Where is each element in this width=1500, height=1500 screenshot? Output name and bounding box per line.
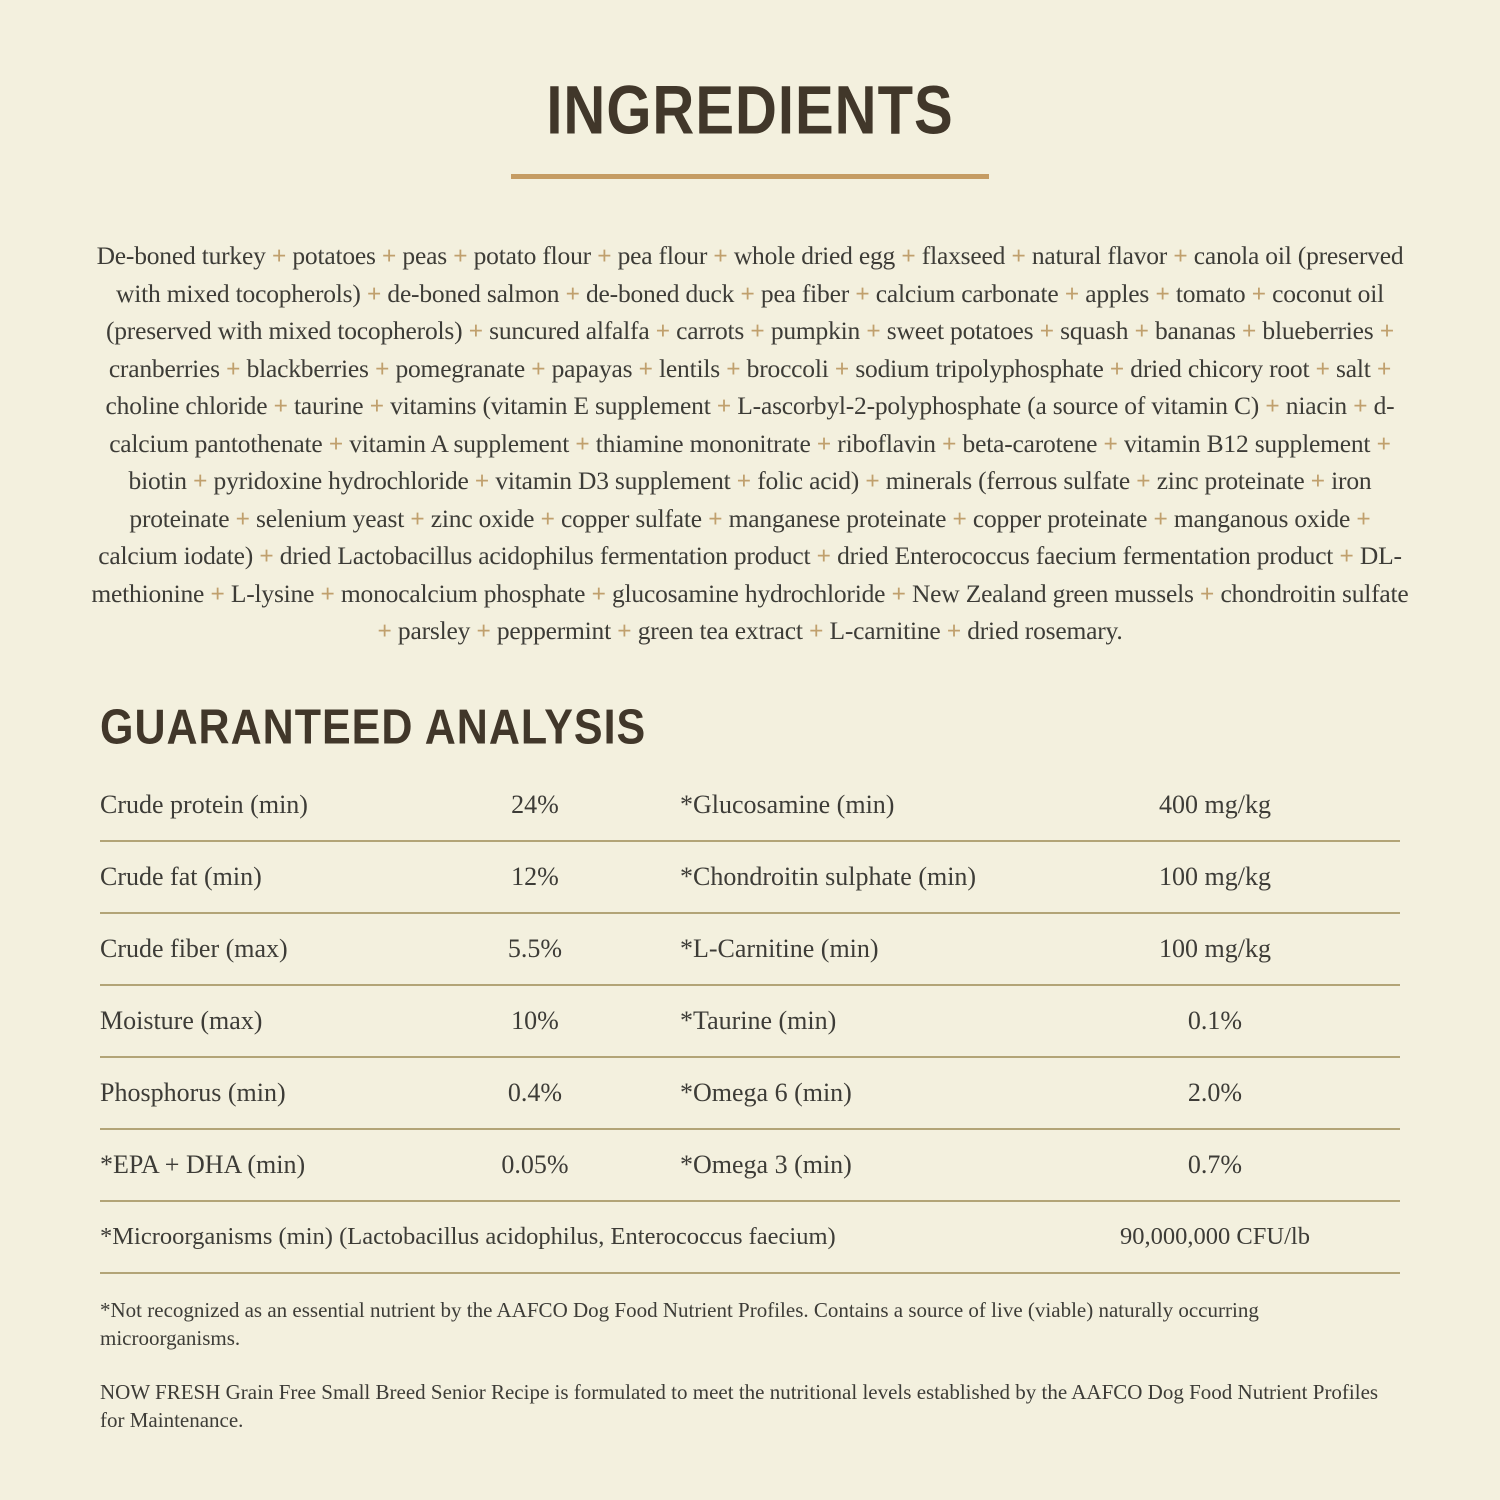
plus-separator: + [1370, 353, 1392, 383]
plus-separator: + [1005, 241, 1032, 270]
plus-separator: + [859, 466, 886, 495]
ingredient-item: carrots [676, 316, 745, 345]
ingredient-item: lentils [659, 353, 720, 383]
guaranteed-analysis-table [100, 770, 1400, 1274]
ingredient-item: iron proteinate [129, 466, 1372, 533]
ingredient-item: minerals (ferrous sulfate [885, 466, 1130, 495]
ingredient-item: canola oil (preserved with mixed tocopherols) [116, 241, 1404, 308]
ingredient-item: copper sulfate [560, 503, 702, 533]
ingredient-item: sweet potatoes [886, 316, 1034, 345]
plus-separator: + [710, 391, 738, 420]
plus-separator: + [1193, 578, 1221, 608]
ingredient-item: vitamins (vitamin E supplement [390, 391, 711, 420]
plus-separator: + [1373, 316, 1395, 345]
footnotes [100, 1296, 1400, 1434]
plus-separator: + [1128, 316, 1155, 345]
ingredient-item: dried rosemary. [967, 616, 1123, 645]
analysis-left-value: 0.05% [501, 1149, 569, 1179]
ingredient-item: zinc oxide [430, 503, 535, 533]
analysis-right-value: 0.1% [1187, 1005, 1243, 1035]
ingredient-item: peas [402, 241, 447, 270]
ingredient-item: pomegranate [395, 353, 525, 383]
plus-separator: + [1147, 503, 1174, 533]
plus-separator: + [744, 316, 771, 345]
plus-separator: + [470, 616, 497, 645]
ingredient-item: New Zealand green mussels [911, 578, 1194, 608]
plus-separator: + [885, 578, 912, 608]
plus-separator: + [1149, 278, 1176, 308]
plus-separator: + [611, 616, 638, 645]
plus-separator: + [468, 466, 496, 495]
plus-separator: + [377, 616, 398, 645]
plus-separator: + [585, 578, 612, 608]
ingredient-item: dried Enterococcus faecium fermentation product [837, 541, 1334, 570]
ingredient-item: papayas [551, 353, 633, 383]
plus-separator: + [632, 353, 660, 383]
analysis-right-label: *L-Carnitine (min) [680, 933, 879, 963]
ingredient-item: copper proteinate [972, 503, 1148, 533]
analysis-right-value: 400 mg/kg [1159, 789, 1271, 819]
title-underline [511, 174, 989, 179]
ingredient-item: dried chicory root [1130, 353, 1310, 383]
plus-separator: + [322, 428, 350, 458]
ingredient-item: glucosamine hydrochloride [611, 578, 886, 608]
plus-separator: + [569, 428, 596, 458]
analysis-left-label: *EPA + DHA (min) [100, 1149, 306, 1179]
ingredient-item: cranberries [108, 353, 220, 383]
plus-separator: + [1235, 316, 1263, 345]
ingredient-item: vitamin D3 supplement [495, 466, 731, 495]
ingredient-item: pyridoxine hydrochloride [213, 466, 469, 495]
guaranteed-analysis-title-text: GUARANTEED ANALYSIS [100, 699, 647, 755]
ingredient-item: calcium iodate) [98, 541, 254, 570]
plus-separator: + [1097, 428, 1124, 458]
plus-separator: + [265, 241, 293, 270]
ingredient-item: blueberries [1262, 316, 1374, 345]
analysis-row [100, 1130, 1400, 1202]
ingredient-item: suncured alfalfa [489, 316, 650, 345]
plus-separator: + [204, 578, 231, 608]
ingredient-item: potato flour [473, 241, 591, 270]
analysis-left-label: Crude fiber (max) [100, 933, 288, 963]
footnote-formulation-statement: NOW FRESH Grain Free Small Breed Senior Recipe is formulated to meet the nutritional levels established by the AAFCO Dog Food Nutrient Profiles for Maintenance. [100, 1379, 1379, 1432]
plus-separator: + [849, 278, 876, 308]
plus-separator: + [1259, 391, 1286, 420]
ingredients-title-text: INGREDIENTS [546, 72, 954, 149]
ingredient-item: natural flavor [1031, 241, 1168, 270]
ingredient-item: monocalcium phosphate [340, 578, 586, 608]
ingredient-item: L-ascorbyl-2-polyphosphate (a source of vitamin C) [737, 391, 1260, 420]
analysis-row-microorganisms [100, 1202, 1400, 1274]
footnote-aafco-note: *Not recognized as an essential nutrient by the AAFCO Dog Food Nutrient Profiles. Contains a source of live (viable) naturally occurring microorganisms. [100, 1297, 1259, 1350]
plus-separator: + [707, 241, 734, 270]
plus-separator: + [314, 578, 341, 608]
plus-separator: + [810, 541, 838, 570]
ingredient-item: de-boned duck [586, 278, 735, 308]
plus-separator: + [946, 503, 973, 533]
ingredient-item: de-boned salmon [387, 278, 560, 308]
analysis-right-value: 0.7% [1187, 1149, 1243, 1179]
analysis-left-label: Crude protein (min) [100, 789, 308, 819]
ingredient-item: taurine [294, 391, 364, 420]
analysis-row [100, 1058, 1400, 1130]
plus-separator: + [253, 541, 280, 570]
analysis-right-value: 100 mg/kg [1159, 861, 1271, 891]
plus-separator: + [360, 278, 388, 308]
plus-separator: + [446, 241, 474, 270]
plus-separator: + [935, 428, 963, 458]
ingredient-item: peppermint [496, 616, 611, 645]
plus-separator: + [1304, 466, 1332, 495]
plus-separator: + [828, 353, 856, 383]
plus-separator: + [267, 391, 295, 420]
ingredient-item: niacin [1285, 391, 1347, 420]
analysis-right-label: *Taurine (min) [680, 1005, 837, 1035]
analysis-right-value: 100 mg/kg [1159, 933, 1271, 963]
plus-separator: + [590, 241, 618, 270]
analysis-full-label: *Microorganisms (min) (Lactobacillus acidophilus, Enterococcus faecium) [100, 1222, 836, 1250]
ingredient-item: thiamine mononitrate [595, 428, 811, 458]
plus-separator: + [895, 241, 922, 270]
plus-separator: + [1346, 391, 1374, 420]
ingredient-item: dried Lactobacillus acidophilus fermentation product [279, 541, 811, 570]
analysis-left-value: 12% [511, 861, 559, 891]
ingredient-item: riboflavin [837, 428, 936, 458]
plus-separator: + [462, 316, 490, 345]
plus-separator: + [524, 353, 552, 383]
plus-separator: + [186, 466, 214, 495]
ingredient-item: tomato [1175, 278, 1246, 308]
analysis-right-label: *Chondroitin sulphate (min) [680, 861, 977, 891]
plus-separator: + [1333, 541, 1360, 570]
ingredient-item: folic acid) [757, 466, 860, 495]
plus-separator: + [734, 278, 761, 308]
ingredient-item: L-lysine [230, 578, 315, 608]
plus-separator: + [1167, 241, 1194, 270]
analysis-left-value: 5.5% [507, 933, 563, 963]
plus-separator: + [1033, 316, 1061, 345]
analysis-right-label: *Glucosamine (min) [680, 789, 895, 819]
plus-separator: + [1058, 278, 1086, 308]
ingredient-item: d-calcium pantothenate [109, 391, 1395, 458]
ingredient-item: selenium yeast [256, 503, 405, 533]
ingredients-text [90, 237, 1410, 650]
ingredient-item: pea flour [617, 241, 708, 270]
plus-separator: + [1130, 466, 1157, 495]
analysis-row [100, 842, 1400, 914]
ingredient-item: green tea extract [637, 616, 803, 645]
plus-separator: + [1370, 428, 1391, 458]
analysis-row [100, 914, 1400, 986]
ingredient-item: flaxseed [921, 241, 1006, 270]
ingredient-item: potatoes [292, 241, 376, 270]
analysis-left-label: Crude fat (min) [100, 861, 262, 891]
ingredient-item: manganese proteinate [728, 503, 947, 533]
plus-separator: + [1309, 353, 1337, 383]
plus-separator: + [1245, 278, 1273, 308]
ingredient-item: vitamin B12 supplement [1123, 428, 1371, 458]
analysis-left-label: Phosphorus (min) [100, 1077, 286, 1107]
plus-separator: + [368, 353, 396, 383]
analysis-left-value: 0.4% [507, 1077, 563, 1107]
ingredient-item: broccoli [746, 353, 829, 383]
ingredient-item: pumpkin [770, 316, 861, 345]
ingredient-item: sodium tripolyphosphate [855, 353, 1104, 383]
ingredient-item: pea fiber [760, 278, 850, 308]
plus-separator: + [404, 503, 431, 533]
plus-separator: + [1350, 503, 1371, 533]
ingredients-title [0, 72, 1500, 150]
ingredient-item: beta-carotene [962, 428, 1098, 458]
plus-separator: + [940, 616, 968, 645]
ingredient-item: zinc proteinate [1156, 466, 1305, 495]
analysis-right-label: *Omega 3 (min) [680, 1149, 852, 1179]
ingredient-item: biotin [128, 466, 187, 495]
plus-separator: + [730, 466, 758, 495]
ingredient-item: squash [1060, 316, 1129, 345]
analysis-right-label: *Omega 6 (min) [680, 1077, 852, 1107]
ingredient-item: salt [1336, 353, 1371, 383]
ingredient-item: vitamin A supplement [349, 428, 570, 458]
analysis-left-value: 24% [511, 789, 559, 819]
plus-separator: + [229, 503, 257, 533]
ingredient-item: parsley [397, 616, 471, 645]
plus-separator: + [810, 428, 838, 458]
guaranteed-analysis-title [100, 699, 1500, 756]
analysis-full-value: 90,000,000 CFU/lb [1120, 1222, 1310, 1250]
plus-separator: + [719, 353, 747, 383]
ingredient-item: manganous oxide [1173, 503, 1351, 533]
analysis-row [100, 770, 1400, 842]
plus-separator: + [802, 616, 830, 645]
ingredient-item: apples [1085, 278, 1150, 308]
ingredient-item: coconut oil (preserved with mixed tocopherols) [105, 278, 1384, 345]
analysis-left-value: 10% [511, 1005, 559, 1035]
ingredient-item: DL-methionine [91, 541, 1402, 608]
ingredient-item: De-boned turkey [96, 241, 266, 270]
analysis-right-value: 2.0% [1187, 1077, 1243, 1107]
ingredient-item: bananas [1155, 316, 1236, 345]
ingredient-item: blackberries [246, 353, 369, 383]
ingredient-item: L-carnitine [829, 616, 941, 645]
analysis-row [100, 986, 1400, 1058]
ingredient-item: choline chloride [105, 391, 268, 420]
plus-separator: + [649, 316, 677, 345]
plus-separator: + [860, 316, 887, 345]
plus-separator: + [559, 278, 586, 308]
analysis-left-label: Moisture (max) [100, 1005, 263, 1035]
plus-separator: + [1103, 353, 1131, 383]
ingredient-item: calcium carbonate [875, 278, 1059, 308]
ingredient-item: whole dried egg [733, 241, 896, 270]
plus-separator: + [534, 503, 561, 533]
ingredient-item: chondroitin sulfate [1220, 578, 1409, 608]
plus-separator: + [701, 503, 729, 533]
plus-separator: + [375, 241, 403, 270]
plus-separator: + [219, 353, 247, 383]
plus-separator: + [363, 391, 391, 420]
